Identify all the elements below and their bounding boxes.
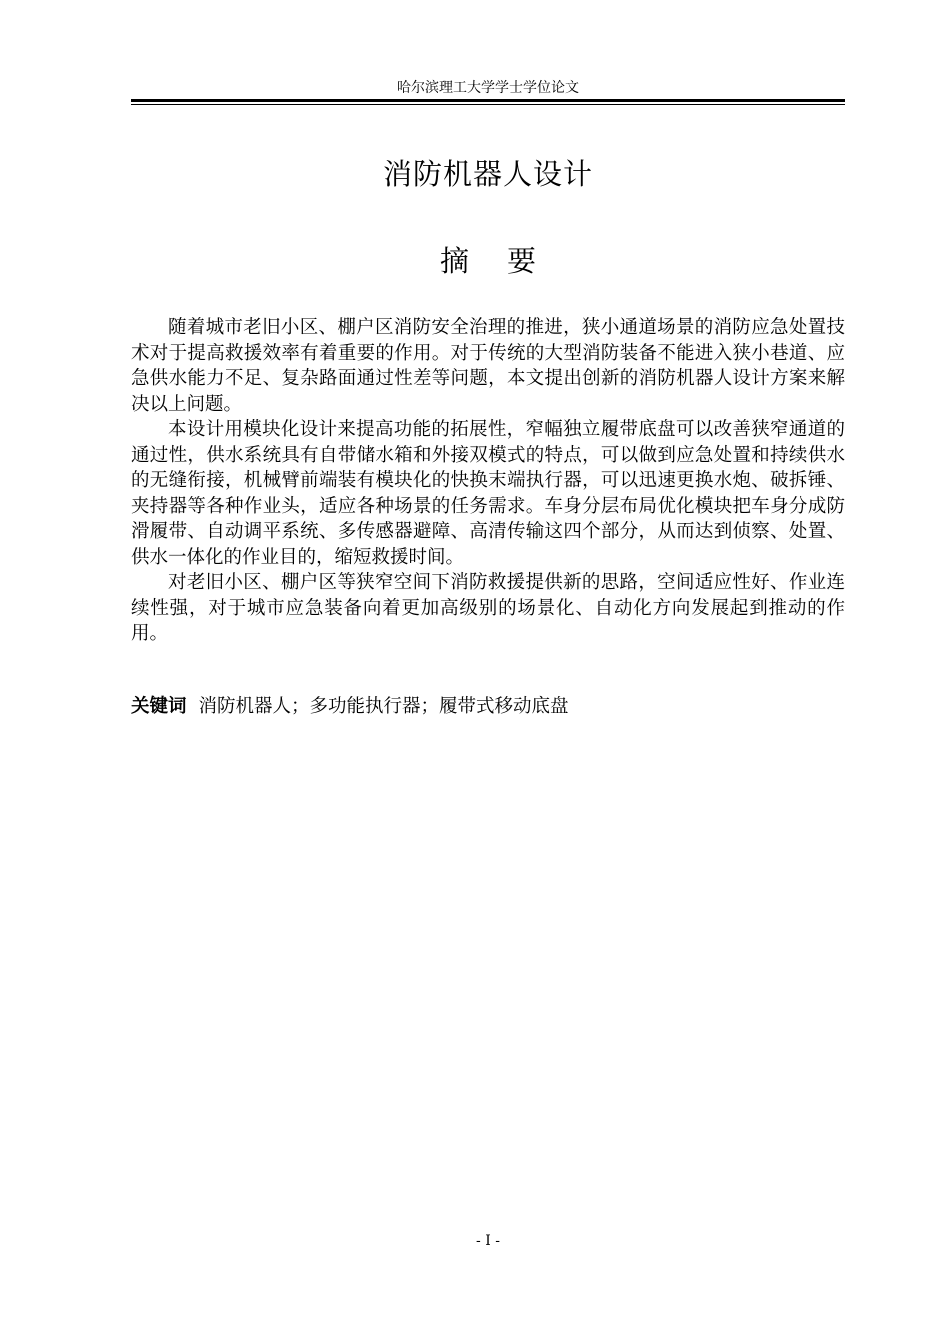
abstract-heading: [131, 241, 845, 281]
running-header: 哈尔滨理工大学学士学位论文: [397, 80, 579, 96]
document-title: 消防机器人设计: [382, 157, 593, 191]
keywords-label: 关键词: [131, 696, 187, 717]
abstract-paragraph-1: 随着城市老旧小区、棚户区消防安全治理的推进，狭小通道场景的消防应急处置技术对于提高救援效率有着重要的作用。对于传统的大型消防装备不能进入狭小巷道、应急供水能力不足、复杂路面通过性差等问题，本文提出创新的消防机器人设计方案来解决以上问题。: [131, 317, 845, 415]
abstract-body: [131, 315, 845, 647]
keywords-value: 消防机器人；多功能执行器；履带式移动底盘: [198, 696, 569, 717]
header-rule-thin: [131, 104, 845, 105]
abstract-heading-char-1: 摘: [439, 244, 469, 278]
abstract-paragraph-3: 对老旧小区、棚户区等狭窄空间下消防救援提供新的思路，空间适应性好、作业连续性强，对于城市应急装备向着更加高级别的场景化、自动化方向发展起到推动的作用。: [131, 572, 845, 644]
abstract-paragraph-2: 本设计用模块化设计来提高功能的拓展性，窄幅独立履带底盘可以改善狭窄通道的通过性，供水系统具有自带储水箱和外接双模式的特点，可以做到应急处置和持续供水的无缝衔接，机械臂前端装有模块化的快换末端执行器，可以迅速更换水炮、破拆锤、夹持器等各种作业头，适应各种场景的任务需求。车身分层布局优化模块把车身分成防滑履带、自动调平系统、多传感器避障、高清传输这四个部分，从而达到侦察、处置、供水一体化的作业目的，缩短救援时间。: [131, 419, 845, 568]
header-rule-thick: [131, 99, 845, 102]
keywords-line: [131, 694, 845, 720]
page-number: - I -: [476, 1233, 500, 1249]
abstract-heading-char-2: 要: [507, 244, 537, 278]
